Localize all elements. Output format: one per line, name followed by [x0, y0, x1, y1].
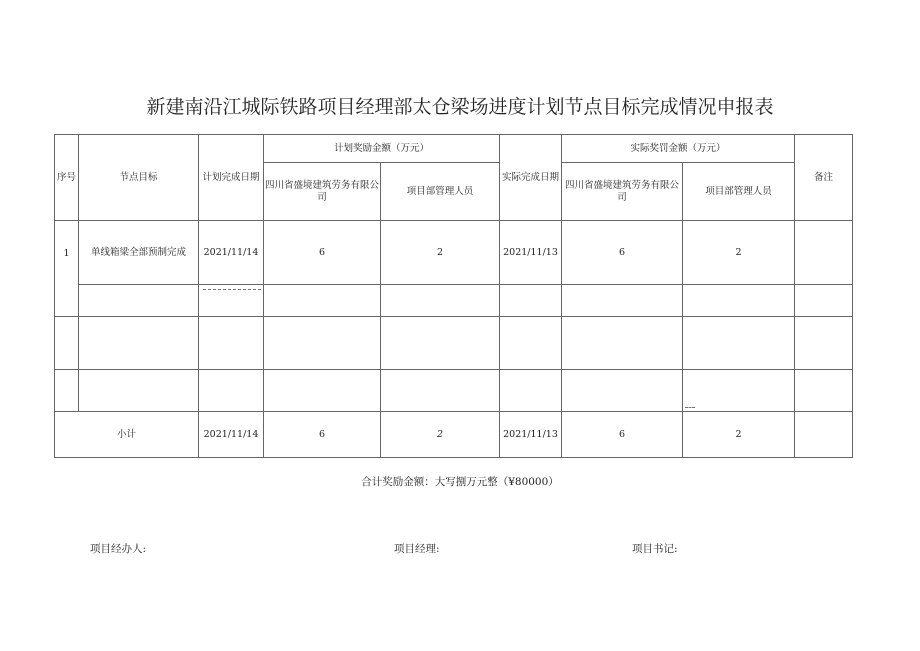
- signature-manager: 项目经理:: [394, 543, 440, 555]
- empty-cell: [683, 317, 795, 370]
- empty-cell: [79, 285, 199, 317]
- empty-cell: [795, 370, 853, 412]
- empty-cell: [264, 370, 381, 412]
- empty-cell: [264, 317, 381, 370]
- report-table: [54, 134, 853, 458]
- header-remark: 备注: [795, 135, 853, 221]
- signature-secretary: 项目书记:: [632, 543, 678, 555]
- row1-actual-date: 2021/11/13: [500, 221, 562, 285]
- row1-actual-company: 6: [562, 221, 683, 285]
- empty-cell: [199, 285, 264, 317]
- empty-cell: [562, 285, 683, 317]
- subtotal-plan-mgmt: 2: [381, 412, 500, 458]
- subtotal-row: [55, 412, 853, 458]
- subtotal-remark: [795, 412, 853, 458]
- empty-cell: [683, 370, 795, 412]
- table-row: [55, 317, 853, 370]
- header-actual-date: 实际完成日期: [500, 135, 562, 221]
- empty-cell: [500, 285, 562, 317]
- row1-plan-mgmt: 2: [381, 221, 500, 285]
- row1-actual-mgmt: 2: [683, 221, 795, 285]
- header-seq: 序号: [55, 135, 79, 221]
- empty-cell: [381, 317, 500, 370]
- empty-cell: [683, 285, 795, 317]
- header-actual-mgmt: 项目部管理人员: [683, 163, 795, 221]
- empty-cell: [199, 370, 264, 412]
- empty-cell: [500, 370, 562, 412]
- empty-cell: [381, 370, 500, 412]
- empty-cell: [264, 285, 381, 317]
- row1-remark: [795, 221, 853, 285]
- row1-seq: 1: [55, 221, 79, 317]
- subtotal-actual-company: 6: [562, 412, 683, 458]
- row1-plan-date: 2021/11/14: [199, 221, 264, 285]
- empty-cell: [795, 317, 853, 370]
- subtotal-plan-company: 6: [264, 412, 381, 458]
- empty-cell: [55, 370, 79, 412]
- empty-cell: [381, 285, 500, 317]
- empty-cell: [79, 370, 199, 412]
- empty-cell: [199, 317, 264, 370]
- subtotal-label: 小计: [55, 412, 199, 458]
- table-row: [55, 370, 853, 412]
- empty-cell: [795, 285, 853, 317]
- header-actual-company: 四川省盛境建筑劳务有限公司: [562, 163, 683, 221]
- header-node-goal: 节点目标: [79, 135, 199, 221]
- signature-handler: 项目经办人:: [90, 543, 147, 555]
- row1-goal: 单线箱梁全部预制完成: [79, 221, 199, 285]
- subtotal-actual-date: 2021/11/13: [500, 412, 562, 458]
- page-title: 新建南沿江城际铁路项目经理部太仓梁场进度计划节点目标完成情况申报表: [146, 96, 774, 118]
- header-plan-company: 四川省盛境建筑劳务有限公司: [264, 163, 381, 221]
- empty-cell: [562, 370, 683, 412]
- table-row: [55, 221, 853, 285]
- header-plan-mgmt: 项目部管理人员: [381, 163, 500, 221]
- subtotal-actual-mgmt: 2: [683, 412, 795, 458]
- header-plan-date: 计划完成日期: [199, 135, 264, 221]
- empty-cell: [79, 317, 199, 370]
- row1-plan-company: 6: [264, 221, 381, 285]
- table-row: [55, 285, 853, 317]
- total-amount: 合计奖励金额：大写捌万元整（¥80000）: [361, 476, 559, 488]
- empty-cell: [562, 317, 683, 370]
- empty-cell: [55, 317, 79, 370]
- header-row-1: [55, 135, 853, 163]
- header-plan-reward: 计划奖励金额（万元）: [264, 135, 500, 163]
- subtotal-plan-date: 2021/11/14: [199, 412, 264, 458]
- empty-cell: [500, 317, 562, 370]
- header-actual-reward: 实际奖罚金额（万元）: [562, 135, 795, 163]
